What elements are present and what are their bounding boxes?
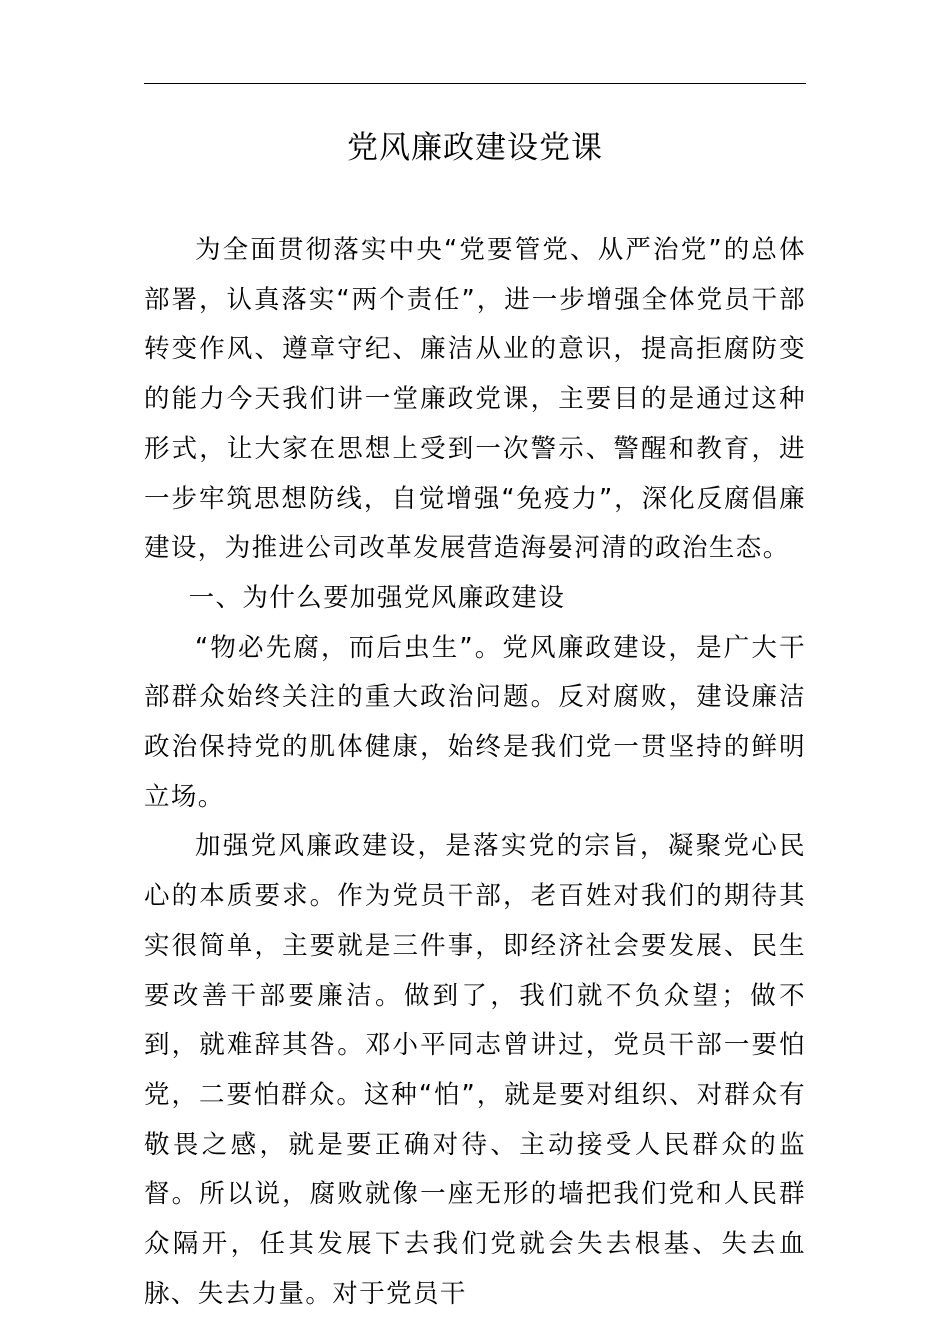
- paragraph-purpose: 加强党风廉政建设，是落实党的宗旨，凝聚党心民心的本质要求。作为党员干部，老百姓对我们的期待其实很简单，主要就是三件事，即经济社会要发展、民生要改善干部要廉洁。做到了，我们就不负众望；做不到，就难辞其咎。邓小平同志曾讲过，党员干部一要怕党，二要怕群众。这种“怕”，就是要对组织、对群众有敬畏之感，就是要正确对待、主动接受人民群众的监督。所以说，腐败就像一座无形的墙把我们党和人民群众隔开，任其发展下去我们党就会失去根基、失去血脉、失去力量。对于党员干: [144, 831, 806, 1309]
- paragraph-proverb: “物必先腐，而后虫生”。党风廉政建设，是广大干部群众始终关注的重大政治问题。反对腐败，建设廉洁政治保持党的肌体健康，始终是我们党一贯坚持的鲜明立场。: [144, 632, 806, 812]
- header-rule: [144, 83, 806, 84]
- section-heading: 一、为什么要加强党风廉政建设: [188, 582, 566, 613]
- document-body: [144, 226, 806, 1319]
- document-title: 党风廉政建设党课: [347, 130, 603, 166]
- paragraph-intro: 为全面贯彻落实中央“党要管党、从严治党”的总体部署，认真落实“两个责任”，进一步增强全体党员干部转变作风、遵章守纪、廉洁从业的意识，提高拒腐防变的能力今天我们讲一堂廉政党课，主要目的是通过这种形式，让大家在思想上受到一次警示、警醒和教育，进一步牢筑思想防线，自觉增强“免疫力”，深化反腐倡廉建设，为推进公司改革发展营造海晏河清的政治生态。: [144, 235, 806, 564]
